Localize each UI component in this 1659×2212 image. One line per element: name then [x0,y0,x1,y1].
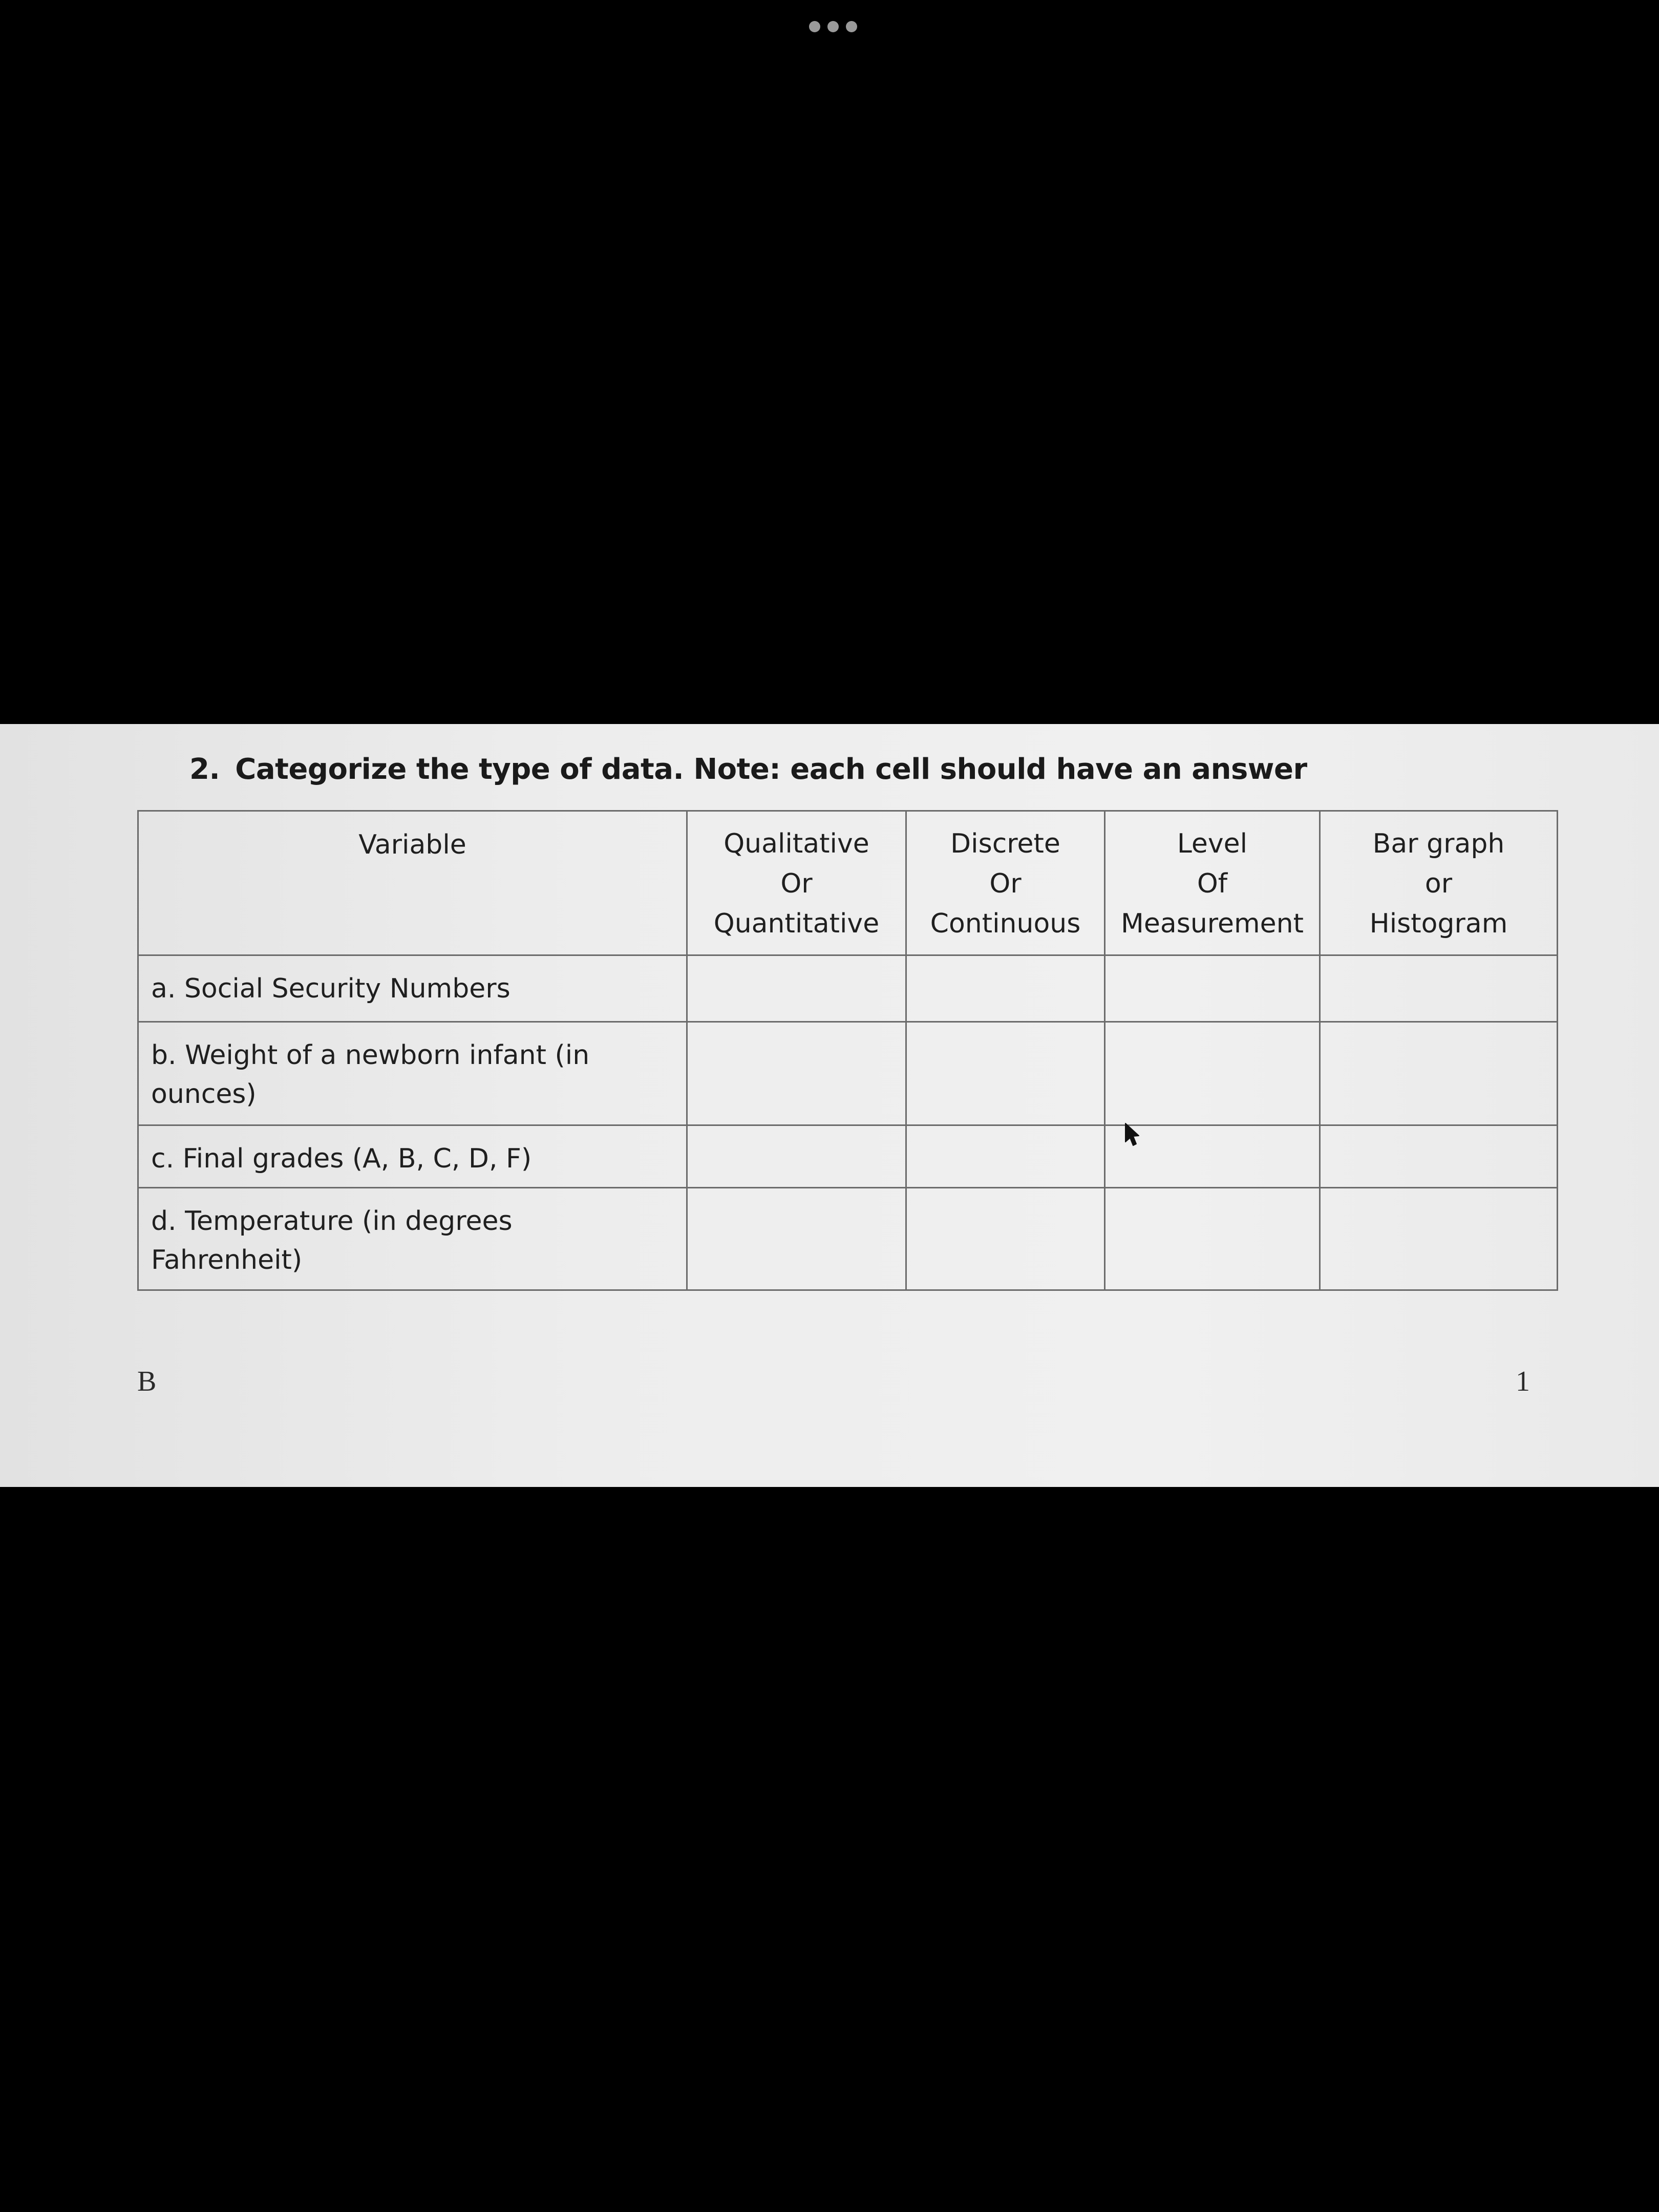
dot [846,21,857,32]
table-row [138,1125,1558,1188]
answer-cell[interactable] [906,1125,1105,1188]
answer-cell[interactable] [906,955,1105,1022]
table-row [138,1022,1558,1125]
answer-cell[interactable] [1320,1188,1558,1290]
dot [827,21,839,32]
table-row [138,955,1558,1022]
answer-cell[interactable] [687,1125,906,1188]
answer-cell[interactable] [1320,955,1558,1022]
variable-cell: b. Weight of a newborn infant (in ounces) [138,1022,687,1125]
answer-cell[interactable] [687,1188,906,1290]
variable-cell: c. Final grades (A, B, C, D, F) [138,1125,687,1188]
table-header-row [138,811,1558,955]
mouse-pointer-icon [1123,1122,1141,1147]
answer-cell[interactable] [1105,1188,1320,1290]
answer-cell[interactable] [687,1022,906,1125]
table-row [138,1188,1558,1290]
document-page [0,724,1659,1487]
answer-cell[interactable] [906,1022,1105,1125]
footer-left-label: B [137,1366,157,1397]
question-text: Categorize the type of data. Note: each cell should have an answer [235,753,1307,786]
header-discrete-continuous: Discrete Or Continuous [906,811,1105,955]
answer-cell[interactable] [1105,955,1320,1022]
question-number: 2. [189,753,220,786]
variable-cell: d. Temperature (in degrees Fahrenheit) [138,1188,687,1290]
variable-cell: a. Social Security Numbers [138,955,687,1022]
answer-cell[interactable] [1320,1022,1558,1125]
page-number: 1 [1516,1366,1530,1397]
answer-cell[interactable] [906,1188,1105,1290]
question-heading [189,753,1307,786]
answer-cell[interactable] [687,955,906,1022]
data-categorization-table [137,810,1558,1291]
header-level-of-measurement: Level Of Measurement [1105,811,1320,955]
dot [809,21,820,32]
header-bar-graph-histogram: Bar graph or Histogram [1320,811,1558,955]
header-variable: Variable [138,811,687,955]
more-dots-icon[interactable] [809,20,857,33]
answer-cell[interactable] [1320,1125,1558,1188]
header-qualitative-quantitative: Qualitative Or Quantitative [687,811,906,955]
answer-cell[interactable] [1105,1022,1320,1125]
